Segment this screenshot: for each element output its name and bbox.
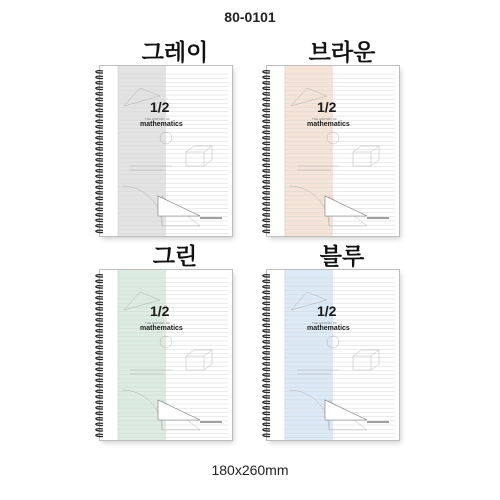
product-code: 80-0101 bbox=[224, 9, 276, 25]
cover-fraction: 1/2 bbox=[317, 99, 337, 115]
cover-tagline: THE HISTORY OF bbox=[145, 321, 171, 325]
cover-artwork bbox=[267, 66, 399, 236]
spiral-binding bbox=[92, 272, 106, 438]
cover-fraction: 1/2 bbox=[317, 303, 337, 319]
cover-fraction: 1/2 bbox=[150, 303, 170, 319]
cover-artwork bbox=[100, 66, 232, 236]
notebook-cover bbox=[100, 66, 232, 236]
size-label: 180x260mm bbox=[211, 462, 289, 478]
variant-label: 그린 bbox=[152, 244, 198, 270]
cover-fraction: 1/2 bbox=[150, 99, 170, 115]
cover-subject: mathematics bbox=[140, 325, 183, 332]
variant-label: 블루 bbox=[319, 244, 365, 270]
notebook-cover bbox=[100, 270, 232, 440]
spiral-binding bbox=[259, 272, 273, 438]
cover-tagline: THE HISTORY OF bbox=[312, 321, 338, 325]
spiral-binding bbox=[259, 68, 273, 234]
cover-subject: mathematics bbox=[307, 121, 350, 128]
cover-subject: mathematics bbox=[140, 121, 183, 128]
cover-subject: mathematics bbox=[307, 325, 350, 332]
notebook-cover bbox=[267, 270, 399, 440]
spiral-binding bbox=[92, 68, 106, 234]
variant-label: 그레이 bbox=[141, 40, 209, 66]
cover-tagline: THE HISTORY OF bbox=[145, 117, 171, 121]
cover-artwork bbox=[100, 270, 232, 440]
cover-tagline: THE HISTORY OF bbox=[312, 117, 338, 121]
cover-artwork bbox=[267, 270, 399, 440]
notebook-cover bbox=[267, 66, 399, 236]
variant-label: 브라운 bbox=[308, 40, 376, 66]
